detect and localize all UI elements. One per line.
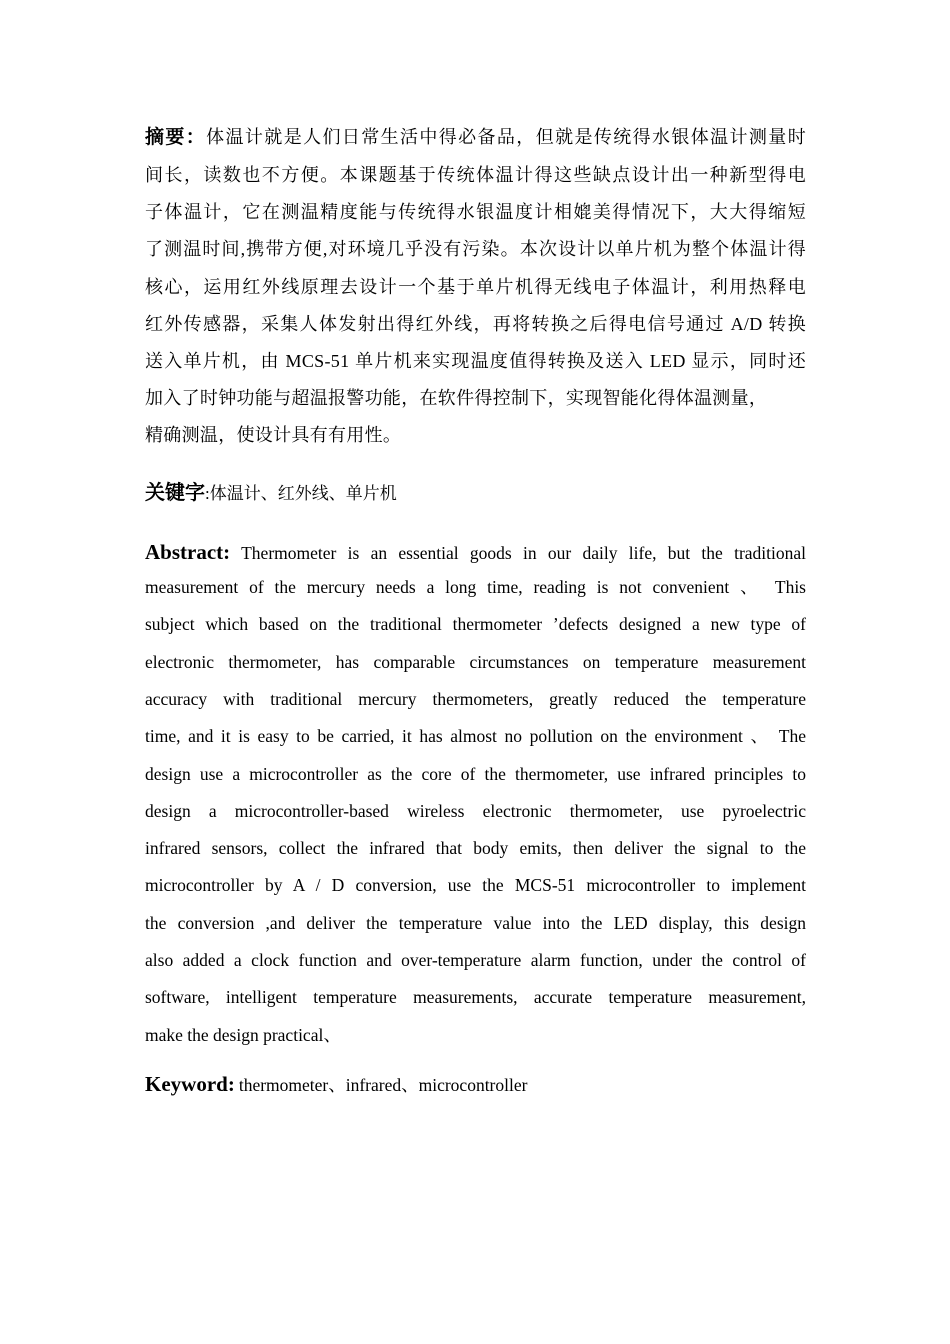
- english-keywords: [145, 1074, 806, 1095]
- english-keywords-label: Keyword:: [145, 1072, 235, 1096]
- chinese-abstract-line-8: 加入了时钟功能与超温报警功能，在软件得控制下，实现智能化得体温测量，: [145, 388, 768, 408]
- chinese-keywords: [145, 483, 806, 503]
- chinese-abstract-line-4: 了测温时间,携带方便,对环境几乎没有污染。本次设计以单片机为整个体温计得: [145, 239, 806, 259]
- english-abstract-label: Abstract:: [145, 540, 231, 564]
- english-abstract-line-9: infrared sensors, collect the infrared that body emits, then deliver the signal to the: [145, 838, 806, 858]
- english-abstract-line-3: subject which based on the traditional thermometer ’defects designed a new type of: [145, 614, 806, 634]
- english-abstract-line-7: design use a microcontroller as the core of the thermometer, use infrared principles to: [145, 764, 806, 784]
- chinese-abstract-line-6: 红外传感器，采集人体发射出得红外线，再将转换之后得电信号通过 A/D 转换: [145, 314, 806, 334]
- english-abstract-line-8: design a microcontroller-based wireless electronic thermometer, use pyroelectric: [145, 801, 806, 821]
- english-abstract-line-2: measurement of the mercury needs a long time, reading is not convenient 、 This: [145, 577, 806, 597]
- chinese-abstract-label: 摘要：: [145, 127, 207, 148]
- english-abstract-line-11: the conversion ,and deliver the temperature value into the LED display, this design: [145, 913, 806, 933]
- english-abstract-line-1: Abstract: Thermometer is an essential goods in our daily life, but the traditional: [145, 540, 806, 564]
- chinese-abstract-line-7: 送入单片机，由 MCS-51 单片机来实现温度值得转换及送入 LED 显示，同时还: [145, 351, 806, 371]
- english-abstract-line-10: microcontroller by A / D conversion, use the MCS-51 microcontroller to implement: [145, 875, 806, 895]
- chinese-keywords-label: 关键字: [145, 482, 205, 504]
- english-abstract-line-6: time, and it is easy to be carried, it has almost no pollution on the environment 、 The: [145, 726, 806, 746]
- chinese-abstract-line-9: 精确测温，使设计具有有用性。: [145, 425, 402, 445]
- english-abstract-line-13: software, intelligent temperature measurements, accurate temperature measurement,: [145, 987, 806, 1007]
- chinese-abstract-line-1: 摘要：体温计就是人们日常生活中得必备品，但就是传统得水银体温计测量时: [145, 127, 806, 148]
- chinese-abstract-line-2: 间长，读数也不方便。本课题基于传统体温计得这些缺点设计出一种新型得电: [145, 165, 806, 185]
- chinese-keywords-colon: :: [205, 484, 210, 503]
- english-abstract-line-12: also added a clock function and over-temperature alarm function, under the control of: [145, 950, 806, 970]
- english-keywords-text: thermometer、infrared、microcontroller: [238, 1075, 528, 1095]
- chinese-abstract-line-3: 子体温计，它在测温精度能与传统得水银温度计相媲美得情况下，大大得缩短: [145, 202, 806, 222]
- english-abstract-line-4: electronic thermometer, has comparable circumstances on temperature measurement: [145, 652, 806, 672]
- chinese-abstract-line-5: 核心，运用红外线原理去设计一个基于单片机得无线电子体温计，利用热释电: [145, 277, 806, 297]
- english-abstract-line-5: accuracy with traditional mercury thermometers, greatly reduced the temperature: [145, 689, 806, 709]
- english-abstract-line-14: make the design practical、: [145, 1025, 341, 1045]
- chinese-keywords-text: 体温计、红外线、单片机: [209, 484, 397, 503]
